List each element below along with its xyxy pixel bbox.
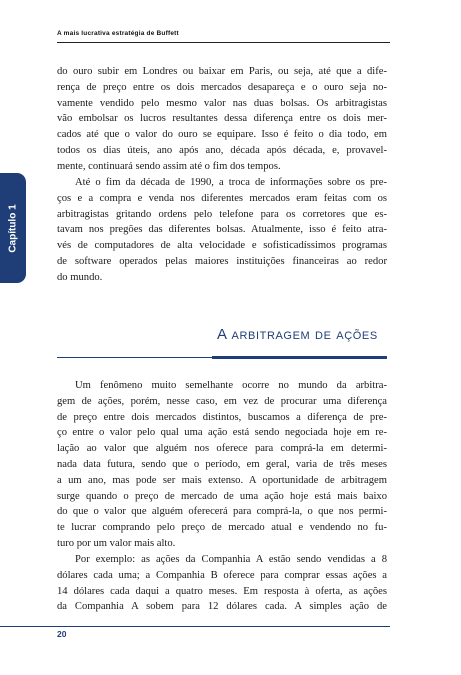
text-line: arbitragistas gritando ordens pelo telefone para os corretores que es- xyxy=(57,208,387,220)
header-rule xyxy=(57,42,390,43)
chapter-tab-label: Capítulo 1 xyxy=(7,203,19,253)
text-line: do que o valor que alguém oferecerá para comprá-la, o que nos permi- xyxy=(57,506,387,518)
paragraph-1 xyxy=(57,64,387,175)
text-line: te lucrar comprando pelo preço de mercado atual e vendendo no fu- xyxy=(57,522,387,534)
text-line: dólares cada uma; a Companhia B oferece para comprar essas ações a xyxy=(57,569,387,581)
text-line: do mundo. xyxy=(57,271,103,283)
text-line: Por exemplo: as ações da Companhia A estão sendo vendidas a 8 xyxy=(75,554,387,565)
text-line: vamente vendido pelo mesmo valor nas duas bolsas. Os arbitragistas xyxy=(57,97,387,109)
text-line: Um fenômeno muito semelhante ocorre no mundo da arbitra- xyxy=(75,380,387,391)
text-line: cados até que o valor do ouro se equipare. Isso é feito o dia todo, em xyxy=(57,129,387,141)
text-line: lação ao valor que alguém nos oferece para comprá-la em determi- xyxy=(57,443,387,455)
paragraph-2 xyxy=(57,175,387,286)
text-line: de preço entre dois mercados distintos, buscamos a diferença de pre- xyxy=(57,411,387,423)
text-line: vés de computadores de alta velocidade e sofisticadíssimos programas xyxy=(57,240,387,252)
text-line: ços e a compra e venda nos diferentes mercados eram feitas com os xyxy=(57,192,387,204)
paragraph-3 xyxy=(57,378,387,552)
text-line: 14 dólares cada daqui a quatro meses. Em resposta à oferta, as ações xyxy=(57,585,387,597)
text-line: nada data futura, sendo que o período, em geral, varia de três meses xyxy=(57,458,387,470)
chapter-tab xyxy=(0,173,26,283)
text-line: turo por um valor mais alto. xyxy=(57,537,176,549)
text-line: do ouro subir em Londres ou baixar em Paris, ou seja, até que a dife- xyxy=(57,66,387,77)
text-line: de software operados pelas maiores instituições financeiras ao redor xyxy=(57,255,387,267)
running-header: A mais lucrativa estratégia de Buffett xyxy=(57,30,179,37)
text-line: vão embolsar os lucros resultantes dessa diferença entre os dois mer- xyxy=(57,113,387,125)
text-line: a um ano, mas pode ser mais extenso. A oportunidade de arbitragem xyxy=(57,474,387,486)
text-line: todos os dias úteis, ano após ano, década após década, e, provavel- xyxy=(57,144,387,156)
text-line: gem de ações, porém, nesse caso, em vez de procurar uma diferença xyxy=(57,395,387,407)
text-line: Até o fim da década de 1990, a troca de informações sobre os pre- xyxy=(75,177,387,188)
paragraph-4 xyxy=(57,552,387,615)
text-line: surge quando o preço de mercado de uma ação hoje está mais baixo xyxy=(57,490,387,502)
section-title: A arbitragem de ações xyxy=(217,326,378,343)
text-line: rença de preço entre os dois mercados desapareça e o ouro seja no- xyxy=(57,81,387,93)
page-number: 20 xyxy=(57,629,67,639)
footer-rule xyxy=(0,626,390,627)
text-line: tavam nos pregões das diferentes bolsas. Atualmente, isso é feito atra- xyxy=(57,224,387,236)
text-line: da Companhia A sobem para 12 dólares cada. A simples ação de xyxy=(57,601,387,613)
text-line: mente, continuará sendo assim até o fim dos tempos. xyxy=(57,160,281,172)
section-rule-accent xyxy=(212,356,387,359)
text-line: ço entre o valor pelo qual uma ação está sendo negociada hoje em re- xyxy=(57,427,387,439)
